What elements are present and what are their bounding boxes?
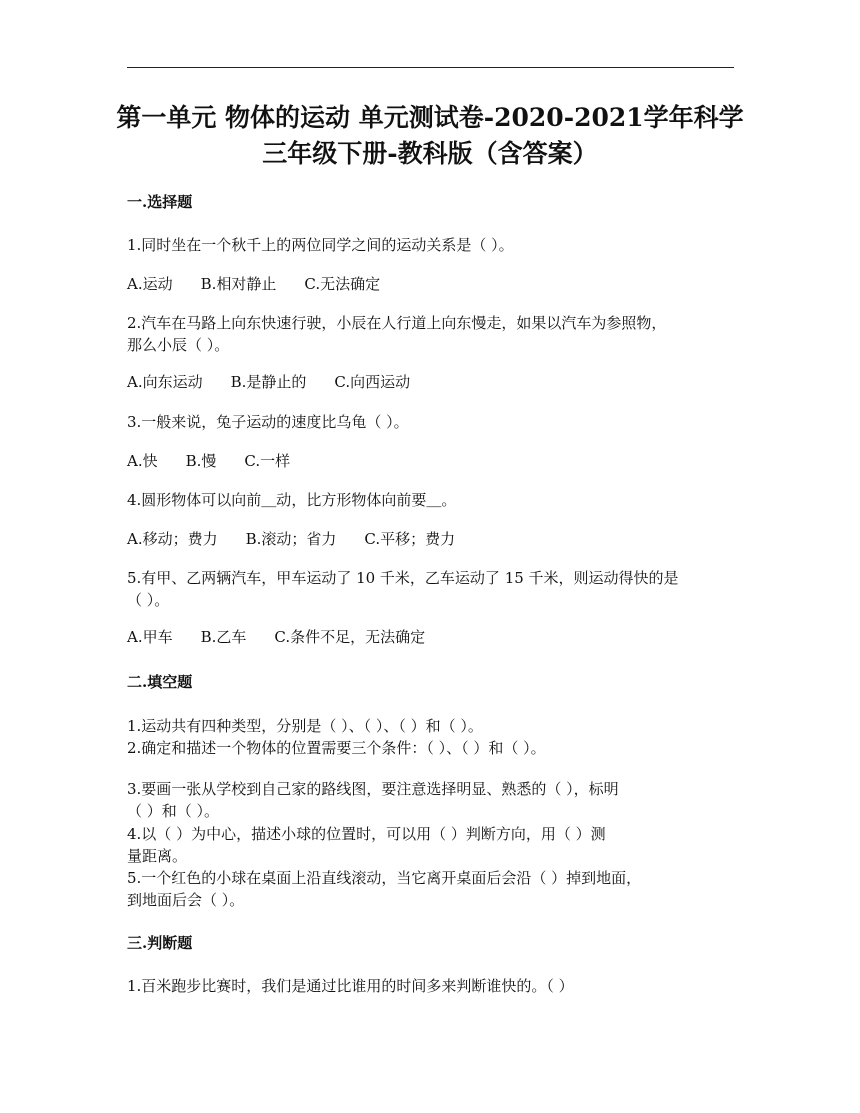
question-text: 到地面后会（ ）。 [127,891,245,909]
question-text: 1.百米跑步比赛时，我们是通过比谁用的时间多来判断谁快的。（ ） [127,977,574,995]
option: A.快 [127,452,158,470]
question-text: （ ）。 [127,591,170,609]
page-title-line2: 三年级下册-教科版（含答案） [262,139,598,168]
header-rule [127,67,734,68]
question-text: 量距离。 [127,847,188,865]
question-text: 那么小辰（ ）。 [127,336,230,354]
question-options [127,528,739,550]
question-text: 1.同时坐在一个秋千上的两位同学之间的运动关系是（ ）。 [127,236,514,254]
option: B.相对静止 [200,275,277,293]
page-title [110,100,750,172]
option: A.甲车 [127,628,173,646]
option: A.移动；费力 [127,530,218,548]
question-options [127,450,739,472]
question-text: 5.一个红色的小球在桌面上沿直线滚动，当它离开桌面后会沿（ ）掉到地面， [127,869,642,887]
section-heading-fill: 二.填空题 [127,673,193,691]
option: C.向西运动 [334,373,411,391]
question-options [127,626,739,648]
option: B.滚动；省力 [245,530,337,548]
option: C.平移；费力 [364,530,456,548]
question-text: 2.确定和描述一个物体的位置需要三个条件：（ ）、（ ）和（ ）。 [127,739,546,757]
question-options [127,273,739,295]
question-text: 4.以（ ）为中心，描述小球的位置时，可以用（ ）判断方向，用（ ）测 [127,825,606,843]
option: B.慢 [185,452,217,470]
option: B.乙车 [200,628,247,646]
question-text: 4.圆形物体可以向前＿动，比方形物体向前要＿。 [127,491,457,509]
question-text: 5.有甲、乙两辆汽车，甲车运动了 10 千米，乙车运动了 15 千米，则运动得快的是 [127,569,679,587]
section-heading-judge: 三.判断题 [127,934,193,952]
question-text: 3.要画一张从学校到自己家的路线图，要注意选择明显、熟悉的（ ），标明 [127,780,619,798]
option: C.一样 [244,452,291,470]
section-heading-choice: 一.选择题 [127,193,193,211]
option: A.运动 [127,275,173,293]
question-text: 1.运动共有四种类型，分别是（ ）、（ ）、（ ）和（ ）。 [127,717,483,735]
option: B.是静止的 [230,373,307,391]
option: C.条件不足，无法确定 [274,628,426,646]
question-text: 2.汽车在马路上向东快速行驶，小辰在人行道上向东慢走，如果以汽车为参照物， [127,314,667,332]
question-text: 3.一般来说，兔子运动的速度比乌龟（ ）。 [127,413,409,431]
question-options [127,371,739,393]
page-title-line1: 第一单元 物体的运动 单元测试卷-2020-2021学年科学 [116,103,744,132]
option: C.无法确定 [304,275,381,293]
question-text: （ ）和（ ）。 [127,802,220,820]
option: A.向东运动 [127,373,203,391]
